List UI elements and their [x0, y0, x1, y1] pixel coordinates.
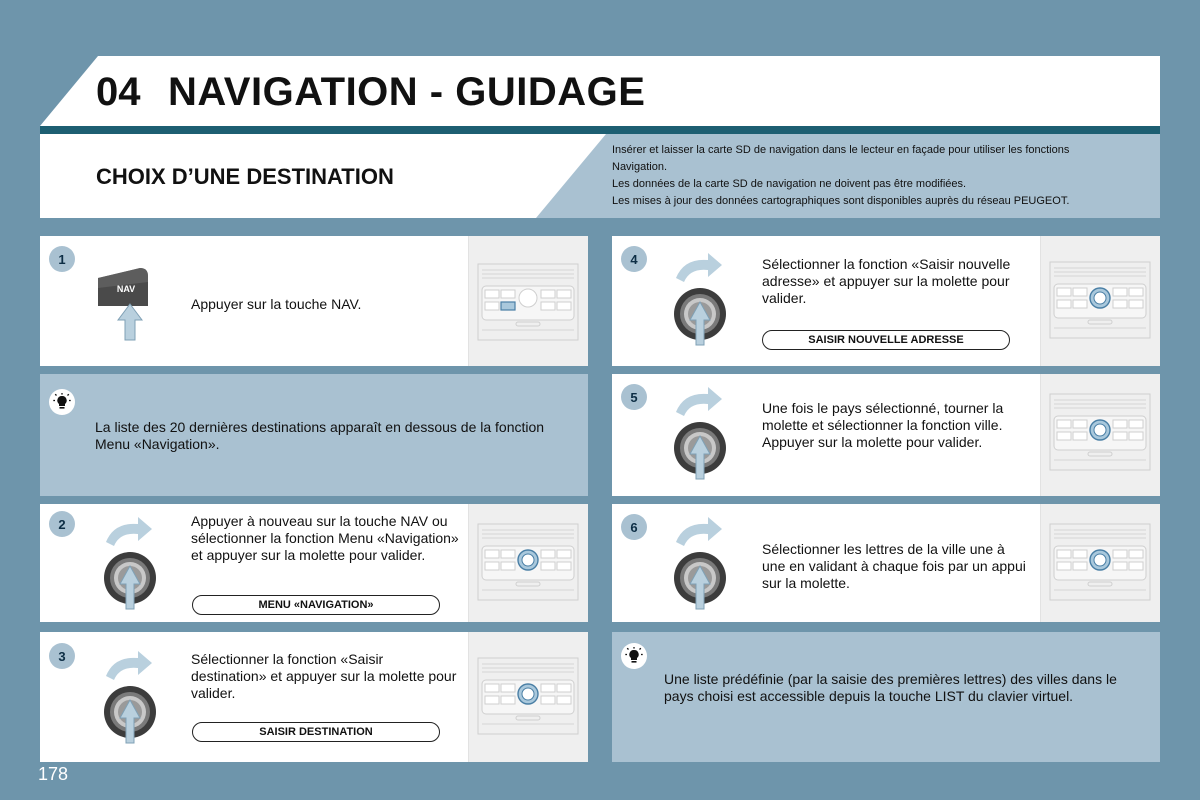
knob-icon: [100, 648, 160, 746]
radio-console-icon: [476, 656, 580, 736]
nav-key-icon: [96, 264, 158, 344]
intro-line: Les mises à jour des données cartographiques sont disponibles auprès du réseau PEUGEOT.: [612, 195, 1070, 207]
step-3-badge: 3: [49, 643, 75, 669]
knob-icon: [670, 250, 730, 348]
intro-line: Navigation.: [612, 161, 668, 173]
header-divider: [40, 126, 1160, 134]
step-4-badge: 4: [621, 246, 647, 272]
radio-console-icon: [1048, 392, 1152, 472]
radio-console-icon: [1048, 260, 1152, 340]
step-2-text: Appuyer à nouveau sur la touche NAV ou sélectionner la fonction Menu «Navigation» et appuyer sur la molette pour valider.: [191, 513, 459, 563]
step-5-badge: 5: [621, 384, 647, 410]
intro-text: [612, 142, 1152, 210]
tip-2-text: Une liste prédéfinie (par la saisie des premières lettres) des villes dans le pays choisi est accessible depuis la touche LIST du clavier virtuel.: [664, 671, 1117, 704]
step-5-text: Une fois le pays sélectionné, tourner la molette et sélectionner la fonction ville. Appuyer sur la molette pour valider.: [762, 400, 1004, 450]
saisir-nouvelle-adresse-option[interactable]: SAISIR NOUVELLE ADRESSE: [762, 330, 1010, 350]
step-1-text: Appuyer sur la touche NAV.: [191, 296, 362, 312]
svg-text:NAV: NAV: [116, 284, 136, 294]
page-number: 178: [38, 764, 69, 784]
step-3-text: Sélectionner la fonction «Saisir destination» et appuyer sur la molette pour valider.: [191, 651, 457, 701]
tip-1-text: La liste des 20 dernières destinations apparaît en dessous de la fonction Menu «Navigation».: [95, 419, 545, 452]
knob-icon: [670, 384, 730, 482]
knob-icon: [100, 514, 160, 612]
step-6-text: Sélectionner les lettres de la ville une à une en validant à chaque fois par un appui sur la molette.: [762, 541, 1026, 591]
saisir-destination-option[interactable]: SAISIR DESTINATION: [192, 722, 440, 742]
section-title: CHOIX D’UNE DESTINATION: [96, 164, 394, 189]
menu-navigation-option[interactable]: MENU «NAVIGATION»: [192, 595, 440, 615]
intro-line: Les données de la carte SD de navigation ne doivent pas être modifiées.: [612, 178, 967, 190]
step-1-badge: 1: [49, 246, 75, 272]
radio-console-icon: [476, 522, 580, 602]
step-4-text: Sélectionner la fonction «Saisir nouvelle adresse» et appuyer sur la molette pour valider.: [762, 256, 1011, 306]
radio-console-icon: [476, 262, 580, 342]
step-6-badge: 6: [621, 514, 647, 540]
intro-line: Insérer et laisser la carte SD de navigation dans le lecteur en façade pour utiliser les fonctions: [612, 144, 1070, 156]
chapter-title: NAVIGATION - GUIDAGE: [168, 70, 646, 114]
lightbulb-icon: [49, 389, 75, 415]
lightbulb-icon: [621, 643, 647, 669]
knob-icon: [670, 514, 730, 612]
step-2-badge: 2: [49, 511, 75, 537]
radio-console-icon: [1048, 522, 1152, 602]
chapter-number: 04: [96, 70, 141, 114]
